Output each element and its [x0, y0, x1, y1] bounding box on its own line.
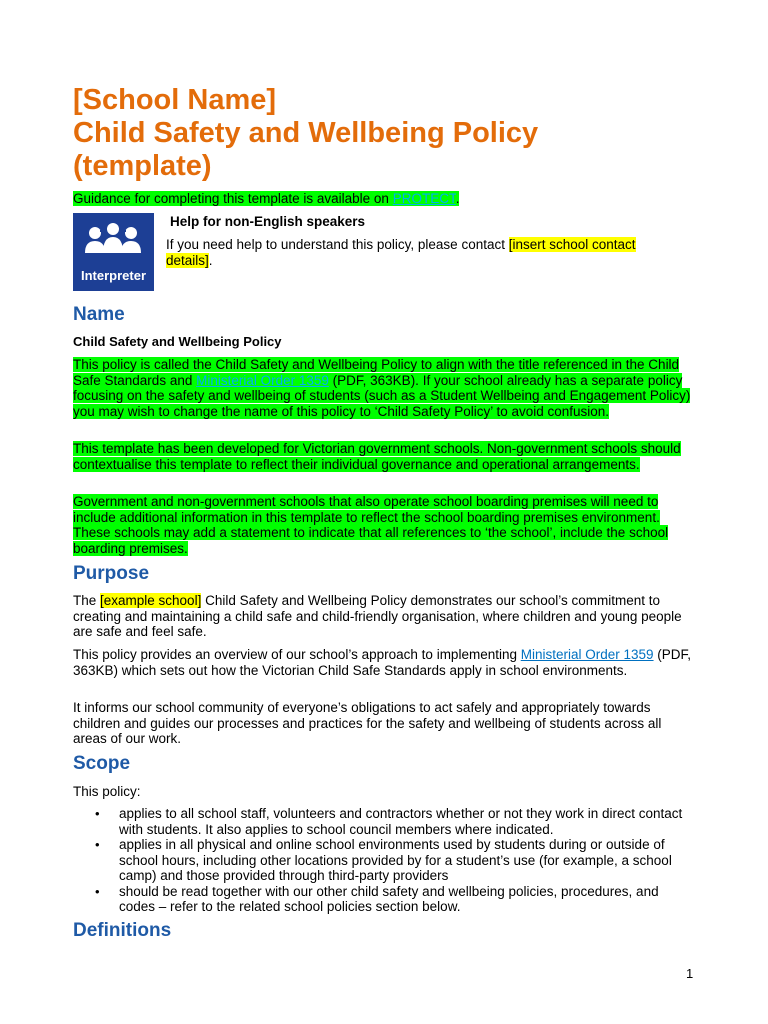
scope-intro: This policy: [73, 784, 141, 799]
guidance-note [73, 191, 459, 207]
ministerial-order-link-1[interactable]: Ministerial Order 1359 [196, 372, 329, 388]
guidance-end: . [455, 191, 460, 206]
interpreter-label: Interpreter [80, 268, 147, 283]
name-p3-text: Government and non-government schools that also operate school boarding premises will need to include additional information in this template to reflect the school boarding premises environment. These schools may add a statement to indicate that all references to ‘the school’, include the school boarding premises. [73, 494, 669, 556]
help-text-end: . [208, 253, 213, 268]
name-subheading: Child Safety and Wellbeing Policy [73, 334, 282, 349]
purpose-p1-text-b: Child Safety and Wellbeing Policy demonstrates our school’s commitment to creating and maintaining a child safe and child-friendly organisation, where children and young people are safe and feel safe. [73, 593, 682, 639]
purpose-p2-text-b: (PDF, 363KB) which sets out how the Victorian Child Safe Standards apply in school environments. [73, 647, 692, 678]
scope-list-item: • applies in all physical and online school environments used by students during or outside of school hours, including other locations provided by for a student’s use (for example, a school camp) and those provided through third-party providers [73, 837, 695, 884]
name-p2-text: This template has been developed for Victorian government schools. Non-government schools should contextualise this template to reflect their individual governance and operational arrangements. [73, 441, 681, 472]
purpose-heading: Purpose [73, 563, 150, 584]
name-p1-text-b: (PDF, 363KB). If your school already has a separate policy focusing on the safety and wellbeing of students (such as a Student Wellbeing and Engagement Policy) you may wish to change the name of this policy to ‘Child Safety Policy’ to avoid confusion. [73, 372, 691, 419]
name-paragraph-2 [73, 441, 695, 472]
help-heading: Help for non-English speakers [170, 214, 366, 229]
name-heading: Name [73, 304, 125, 325]
title-template-note: (template) [73, 150, 212, 182]
protect-link[interactable]: PROTECT [392, 191, 456, 206]
name-p1-text-a: This policy is called the Child Safety and Wellbeing Policy to align with the title referenced in the Child Safe Standards and [73, 357, 680, 388]
scope-heading: Scope [73, 753, 131, 774]
help-text-body: If you need help to understand this policy, please contact [166, 237, 509, 252]
title-policy-name: Child Safety and Wellbeing Policy [73, 117, 539, 149]
scope-list [73, 806, 695, 915]
name-paragraph-3 [73, 494, 695, 556]
interpreter-figures-icon [73, 213, 154, 273]
title-school-name: [School Name] [73, 84, 277, 116]
document-title [73, 84, 693, 183]
contact-placeholder: [insert school contact details] [166, 237, 636, 268]
purpose-paragraph-1 [73, 593, 695, 640]
definitions-heading: Definitions [73, 920, 172, 941]
scope-list-item: • applies to all school staff, volunteers and contractors whether or not they work in direct contact with students. It also applies to school council members where indicated. [73, 806, 695, 837]
purpose-p2-text-a: This policy provides an overview of our school’s approach to implementing [73, 647, 521, 662]
scope-list-item: • should be read together with our other child safety and wellbeing policies, procedures, and codes – refer to the related school policies section below. [73, 884, 695, 915]
page-number: 1 [686, 966, 694, 981]
purpose-p1-text-a: The [73, 593, 101, 608]
guidance-text: Guidance for completing this template is available on [73, 191, 393, 206]
example-school-placeholder: [example school] [100, 593, 202, 608]
name-paragraph-1 [73, 357, 695, 419]
help-text [166, 237, 676, 269]
purpose-paragraph-3: It informs our school community of everyone’s obligations to act safely and appropriately towards children and guides our processes and practices for the safety and wellbeing of students across all areas of our work. [73, 700, 662, 746]
ministerial-order-link-2[interactable]: Ministerial Order 1359 [520, 647, 654, 662]
interpreter-icon [73, 213, 154, 291]
purpose-paragraph-2 [73, 647, 695, 678]
